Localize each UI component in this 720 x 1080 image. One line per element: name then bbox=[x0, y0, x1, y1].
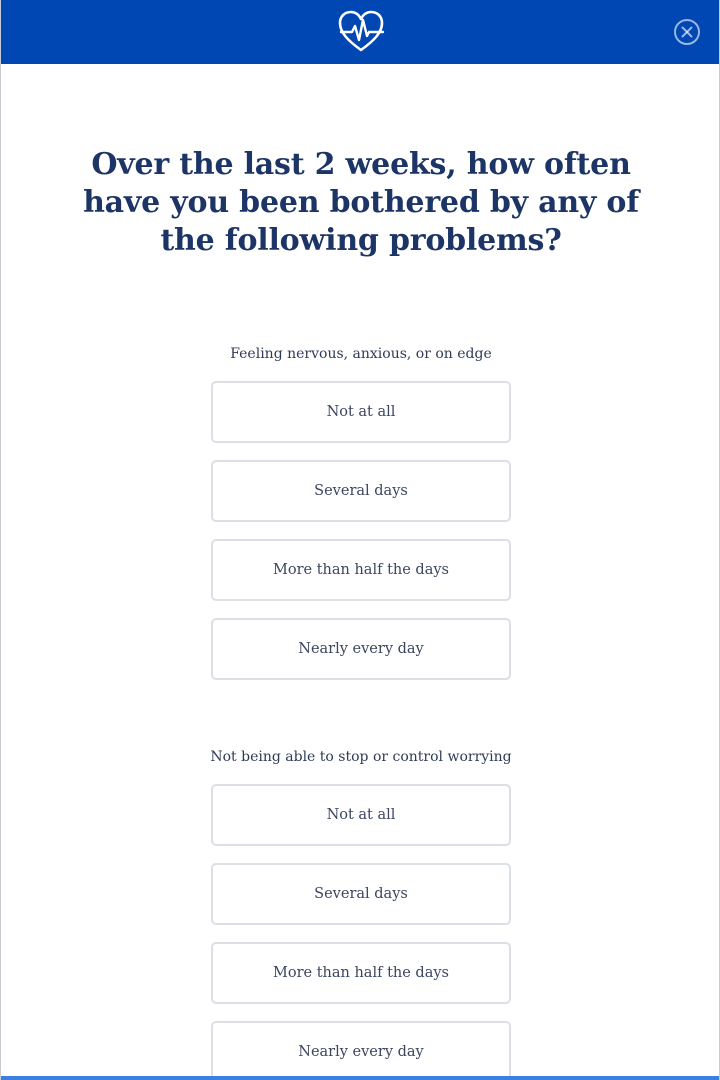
close-button[interactable] bbox=[673, 18, 701, 46]
page-title: Over the last 2 weeks, how often have you been bothered by any of the following problems? bbox=[83, 147, 639, 258]
question-2-label: Not being able to stop or control worrying bbox=[210, 749, 512, 765]
q1-option-more-than-half[interactable]: More than half the days bbox=[211, 539, 511, 601]
q2-option-more-than-half[interactable]: More than half the days bbox=[211, 942, 511, 1004]
header-bar bbox=[1, 0, 719, 64]
q2-option-nearly-every-day[interactable]: Nearly every day bbox=[211, 1021, 511, 1080]
q1-option-not-at-all[interactable]: Not at all bbox=[211, 381, 511, 443]
q2-option-several-days[interactable]: Several days bbox=[211, 863, 511, 925]
q1-option-several-days[interactable]: Several days bbox=[211, 460, 511, 522]
heart-pulse-icon bbox=[337, 10, 385, 54]
q1-option-nearly-every-day[interactable]: Nearly every day bbox=[211, 618, 511, 680]
q2-option-not-at-all[interactable]: Not at all bbox=[211, 784, 511, 846]
bottom-accent-line bbox=[1, 1076, 719, 1080]
question-1-label: Feeling nervous, anxious, or on edge bbox=[230, 346, 492, 362]
